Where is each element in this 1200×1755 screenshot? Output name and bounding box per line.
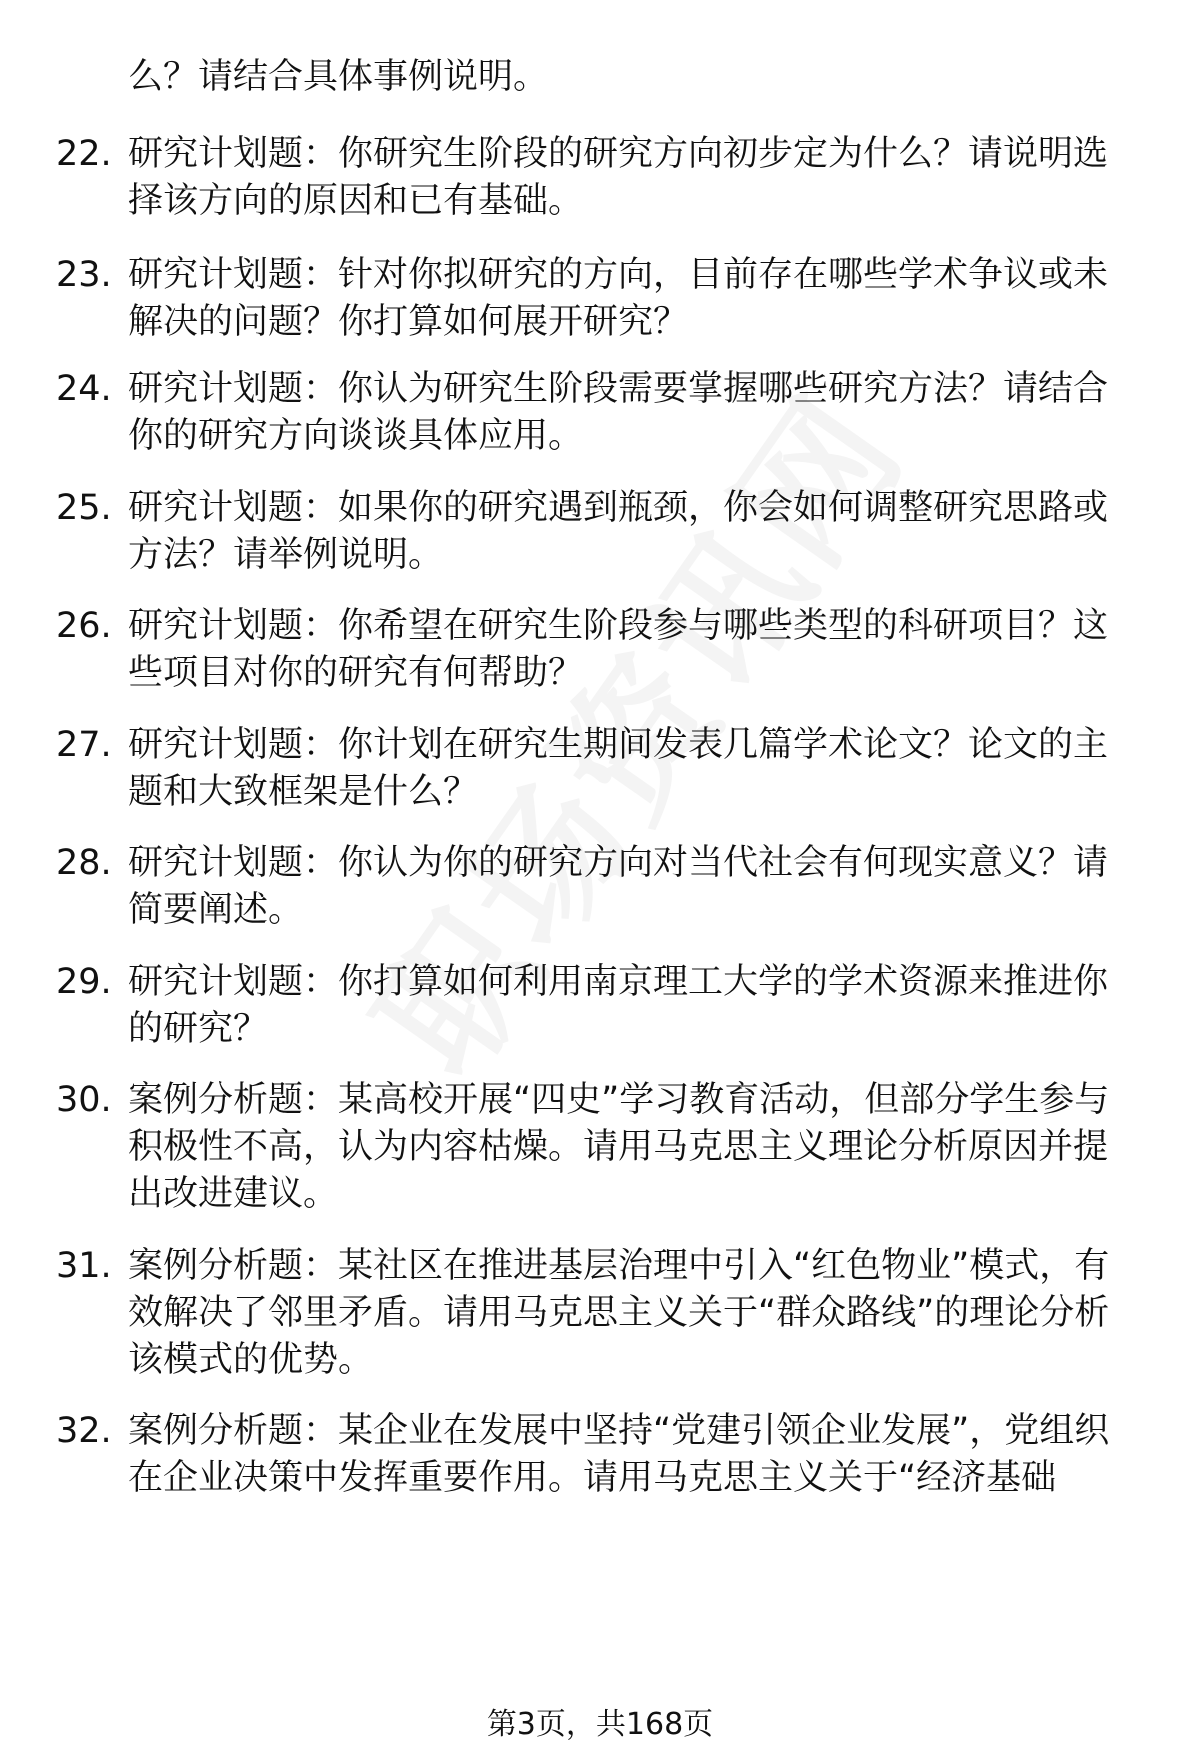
question-text: 研究计划题：针对你拟研究的方向，目前存在哪些学术争议或未解决的问题？你打算如何展开研究？ [128,255,1109,342]
question-text: 研究计划题：你认为研究生阶段需要掌握哪些研究方法？请结合你的研究方向谈谈具体应用。 [128,369,1109,456]
question-number: 25. [56,488,112,528]
question-text: 研究计划题：如果你的研究遇到瓶颈，你会如何调整研究思路或方法？请举例说明。 [128,488,1109,575]
question-item [56,252,1146,346]
question-item [56,366,1146,460]
question-number: 24. [56,369,112,409]
question-number: 29. [56,962,112,1002]
continuation-text: 么？请结合具体事例说明。 [128,57,549,97]
question-text: 研究计划题：你计划在研究生期间发表几篇学术论文？论文的主题和大致框架是什么？ [128,725,1109,812]
question-number: 32. [56,1411,112,1451]
page-number: 第3页，共168页 [486,1707,714,1742]
question-text: 研究计划题：你希望在研究生阶段参与哪些类型的科研项目？这些项目对你的研究有何帮助？ [128,606,1109,693]
question-text: 研究计划题：你打算如何利用南京理工大学的学术资源来推进你的研究？ [128,962,1109,1049]
question-number: 30. [56,1080,112,1120]
question-text: 案例分析题：某高校开展“四史”学习教育活动，但部分学生参与积极性不高，认为内容枯燥。请用马克思主义理论分析原因并提出改进建议。 [128,1080,1110,1214]
question-number: 22. [56,134,112,174]
question-text: 研究计划题：你研究生阶段的研究方向初步定为什么？请说明选择该方向的原因和已有基础。 [128,134,1109,221]
question-item [56,722,1146,816]
question-number: 28. [56,843,112,883]
question-item [56,1077,1146,1218]
question-number: 26. [56,606,112,646]
question-text: 研究计划题：你认为你的研究方向对当代社会有何现实意义？请简要阐述。 [128,843,1109,930]
question-item [56,485,1146,579]
question-item [56,840,1146,934]
question-number: 31. [56,1246,112,1286]
question-item [56,603,1146,697]
question-number: 23. [56,255,112,295]
question-text: 案例分析题：某社区在推进基层治理中引入“红色物业”模式，有效解决了邻里矛盾。请用马克思主义关于“群众路线”的理论分析该模式的优势。 [128,1246,1110,1380]
question-item [56,1243,1146,1384]
question-text: 案例分析题：某企业在发展中坚持“党建引领企业发展”，党组织在企业决策中发挥重要作用。请用马克思主义关于“经济基础 [128,1411,1110,1498]
question-item [56,959,1146,1053]
question-item [56,131,1146,225]
question-number: 27. [56,725,112,765]
question-item [56,1408,1146,1502]
